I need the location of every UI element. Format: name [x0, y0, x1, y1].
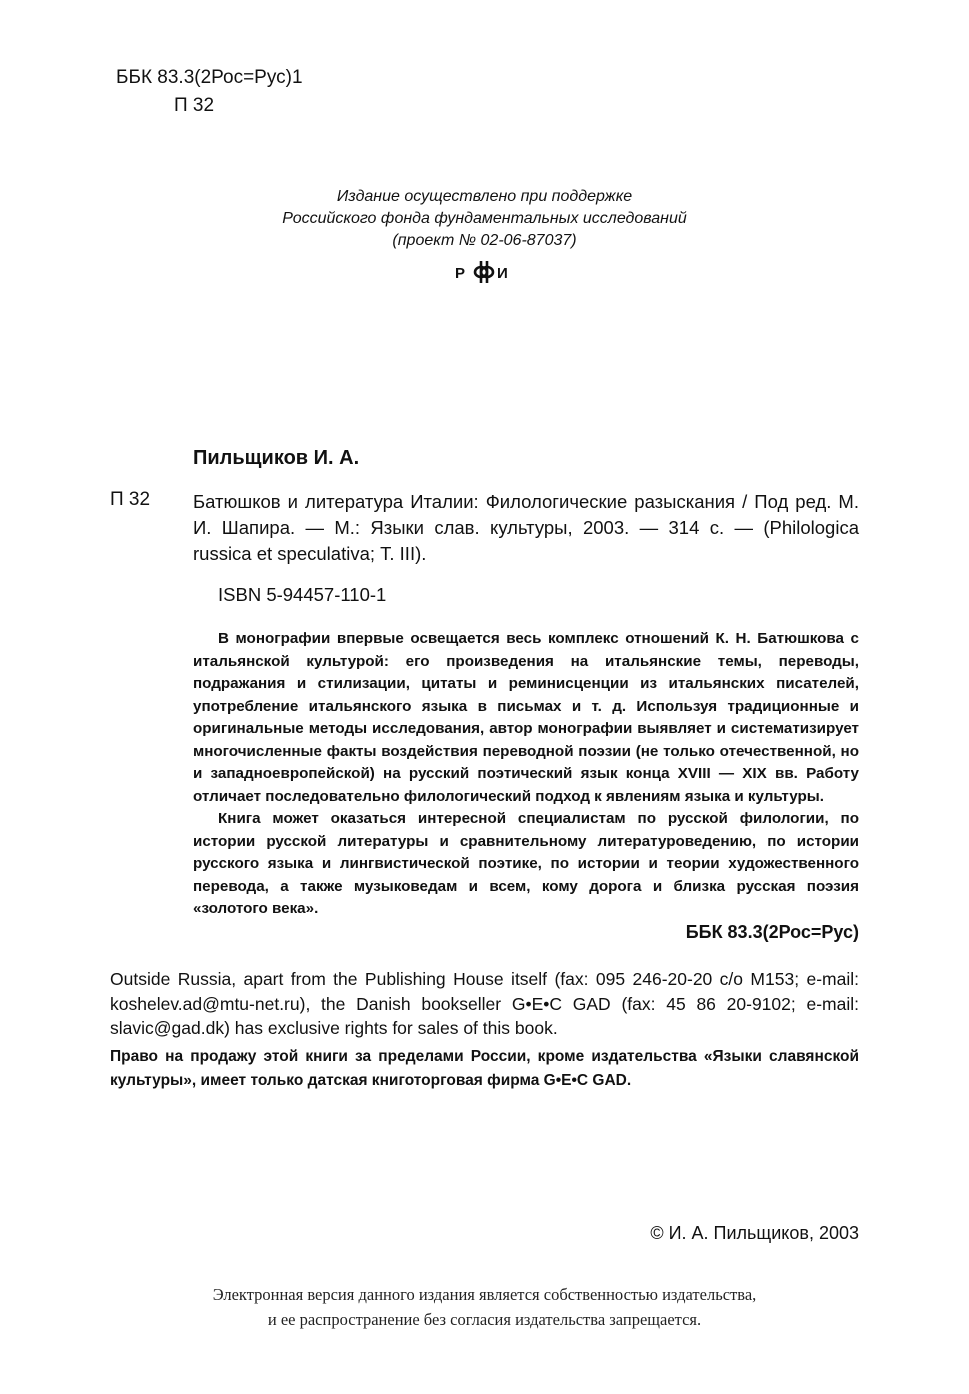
rights-russian: Право на продажу этой книги за пределами России, кроме издательства «Языки славянской культуры», имеет только датская книготорговая фирма G•E•C GAD.: [110, 1048, 859, 1089]
rffi-logo-icon: [455, 259, 521, 290]
catalog-code: П 32: [110, 489, 151, 510]
support-line-1: Издание осуществлено при поддержке: [336, 188, 633, 205]
annotation-paragraph-2: Книга может оказаться интересной специалистам по русской филологии, по истории русской литературы и сравнительному литературоведению, по истории русского языка и лингвистической поэтике, по истории и теории художественного перевода, а также музыковедам и всем, кому дорога и близка русская поэзия «золотого века».: [193, 810, 859, 917]
isbn: ISBN 5-94457-110-1: [218, 584, 387, 605]
annotation-paragraph-1: В монографии впервые освещается весь комплекс отношений К. Н. Батюшкова с итальянской культурой: его произведения на итальянские темы, переводы, подражания и стилизации, цитаты и реминисценции из итальянских писателей, употребление итальянского языка в письмах и т. д. Используя традиционные и оригинальные методы исследования, автор монографии выявляет и систематизирует многочисленные факты воздействия переводной поэзии (не только отечественной, но и западноевропейской) на русский поэтический язык конца XVIII — XIX вв. Работу отличает последовательно филологический подход к явлениям языка и культуры.: [193, 630, 859, 805]
electronic-notice-line-1: Электронная версия данного издания является собственностью издательства,: [212, 1285, 757, 1304]
author-sign: П 32: [174, 95, 215, 116]
bibliographic-entry: Батюшков и литература Италии: Филологические разыскания / Под ред. М. И. Шапира. — М.: Языки слав. культуры, 2003. — 314 с. — (Philologica russica et speculativa; Т. III).: [193, 491, 859, 564]
bbk-index-bottom: ББК 83.3(2Рос=Рус): [685, 922, 859, 942]
electronic-notice-line-2: и ее распространение без согласия издательства запрещается.: [267, 1310, 702, 1329]
copyright-notice: © И. А. Пильщиков, 2003: [650, 1223, 859, 1243]
svg-text:И: И: [497, 265, 508, 282]
bbk-index-top: [116, 64, 303, 120]
rffi-logo-graphic: [455, 259, 521, 285]
annotation: [193, 628, 859, 921]
svg-text:Р: Р: [455, 265, 466, 282]
bbk-code: ББК 83.3(2Рос=Рус)1: [116, 67, 303, 88]
support-notice: [0, 186, 969, 252]
author-heading: Пильщиков И. А.: [193, 447, 360, 469]
electronic-version-notice: [0, 1282, 969, 1332]
support-line-2: Российского фонда фундаментальных исследований: [282, 210, 687, 227]
rights-english: Outside Russia, apart from the Publishing House itself (fax: 095 246-20-20 c/o M153; e-mail: koshelev.ad@mtu-net.ru), the Danish bookseller G•E•C GAD (fax: 45 86 20-9102; e-mail: slavic@gad.dk) has exclusive rights for sales of this book.: [110, 969, 859, 1038]
support-line-3: (проект № 02-06-87037): [392, 232, 577, 249]
